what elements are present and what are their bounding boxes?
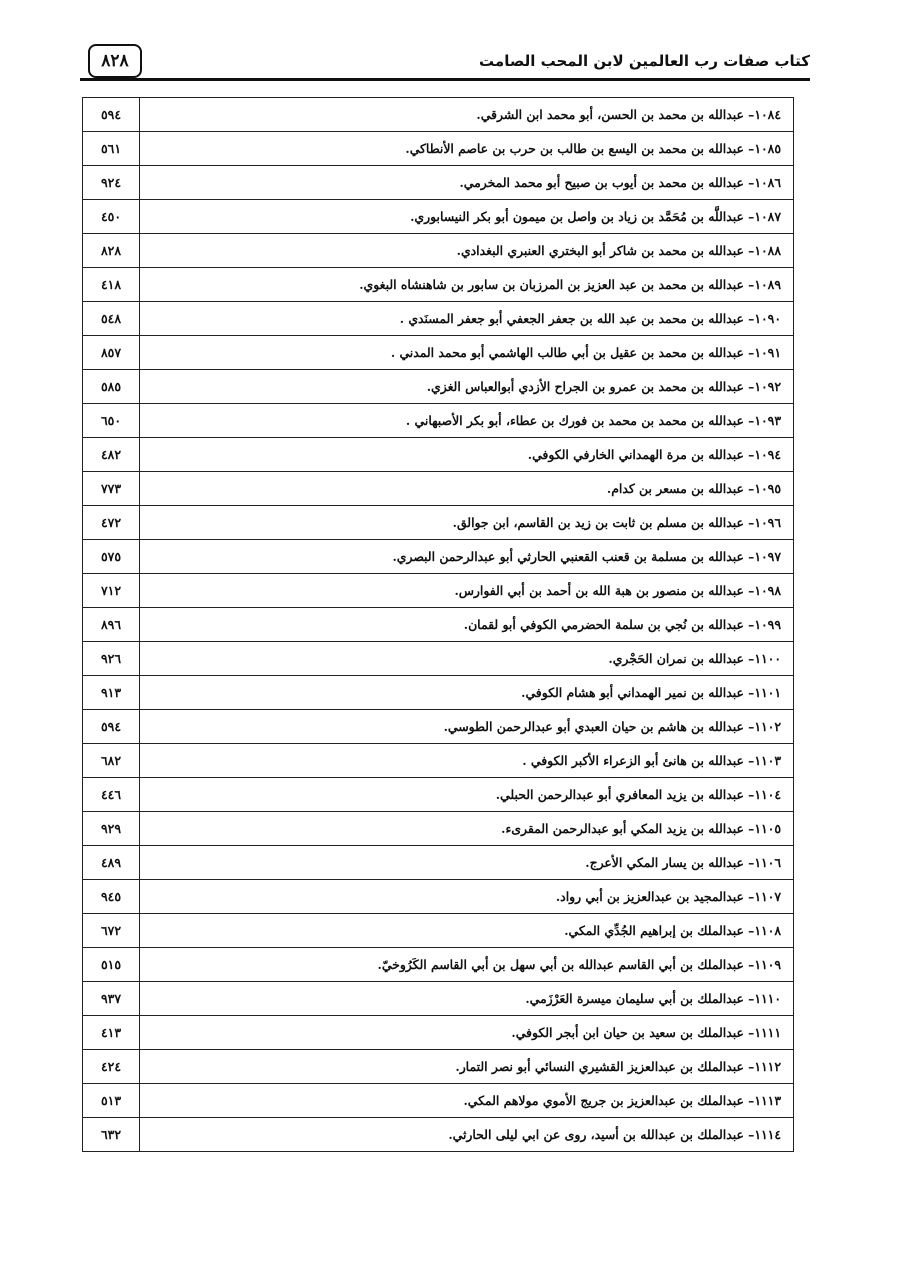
entry-page-number: ٥٩٤ bbox=[83, 98, 140, 132]
book-title: كتاب صفات رب العالمين لابن المحب الصامت bbox=[479, 52, 810, 70]
entry-name: ١١١٣– عبدالملك بن عبدالعزيز بن جريج الأموي مولاهم المكي. bbox=[140, 1084, 794, 1118]
entry-page-number: ٥١٣ bbox=[83, 1084, 140, 1118]
table-row bbox=[83, 846, 794, 880]
table-row bbox=[83, 336, 794, 370]
entry-name: ١٠٩٤– عبدالله بن مرة الهمداني الخارفي الكوفي. bbox=[140, 438, 794, 472]
table-row bbox=[83, 166, 794, 200]
entry-name: ١١٠٦– عبدالله بن يسار المكي الأعرج. bbox=[140, 846, 794, 880]
entry-page-number: ٤١٨ bbox=[83, 268, 140, 302]
entry-page-number: ٦٣٢ bbox=[83, 1118, 140, 1152]
table-row bbox=[83, 948, 794, 982]
entry-page-number: ٦٨٢ bbox=[83, 744, 140, 778]
table-row bbox=[83, 778, 794, 812]
entry-name: ١١١٠– عبدالملك بن أبي سليمان ميسرة العَرْزَمي. bbox=[140, 982, 794, 1016]
entry-page-number: ٤٧٢ bbox=[83, 506, 140, 540]
table-row bbox=[83, 812, 794, 846]
entry-page-number: ٨٥٧ bbox=[83, 336, 140, 370]
entry-name: ١٠٩٨– عبدالله بن منصور بن هبة الله بن أحمد بن أبي الفوارس. bbox=[140, 574, 794, 608]
page-header bbox=[80, 40, 810, 82]
entry-page-number: ٥٧٥ bbox=[83, 540, 140, 574]
entry-name: ١١٠٥– عبدالله بن يزيد المكي أبو عبدالرحمن المقرىء. bbox=[140, 812, 794, 846]
entry-page-number: ٧٧٣ bbox=[83, 472, 140, 506]
entry-name: ١٠٩١– عبدالله بن محمد بن عقيل بن أبي طالب الهاشمي أبو محمد المدني . bbox=[140, 336, 794, 370]
entry-page-number: ٧١٢ bbox=[83, 574, 140, 608]
entry-page-number: ٩٣٧ bbox=[83, 982, 140, 1016]
header-rule bbox=[80, 78, 810, 81]
entry-page-number: ٩٤٥ bbox=[83, 880, 140, 914]
entry-page-number: ٤١٣ bbox=[83, 1016, 140, 1050]
table-row bbox=[83, 1118, 794, 1152]
entry-name: ١٠٩٧– عبدالله بن مسلمة بن قعنب القعنبي الحارثي أبو عبدالرحمن البصري. bbox=[140, 540, 794, 574]
entry-page-number: ٥٦١ bbox=[83, 132, 140, 166]
table-row bbox=[83, 506, 794, 540]
entry-name: ١٠٩٢– عبدالله بن محمد بن عمرو بن الجراح الأزدي أبوالعباس الغزي. bbox=[140, 370, 794, 404]
table-row bbox=[83, 642, 794, 676]
table-row bbox=[83, 438, 794, 472]
table-row bbox=[83, 268, 794, 302]
entry-page-number: ٤٥٠ bbox=[83, 200, 140, 234]
entry-page-number: ٩٢٦ bbox=[83, 642, 140, 676]
entry-name: ١٠٩٩– عبدالله بن نُجي بن سلمة الحضرمي الكوفي أبو لقمان. bbox=[140, 608, 794, 642]
entry-page-number: ٥٩٤ bbox=[83, 710, 140, 744]
entry-page-number: ٥٤٨ bbox=[83, 302, 140, 336]
entry-name: ١٠٩٦– عبدالله بن مسلم بن ثابت بن زيد بن القاسم، ابن جوالق. bbox=[140, 506, 794, 540]
entry-name: ١١٠١– عبدالله بن نمير الهمداني أبو هشام الكوفي. bbox=[140, 676, 794, 710]
entry-page-number: ٦٧٢ bbox=[83, 914, 140, 948]
table-row bbox=[83, 744, 794, 778]
entry-page-number: ٨٢٨ bbox=[83, 234, 140, 268]
entry-page-number: ٤٤٦ bbox=[83, 778, 140, 812]
entry-name: ١١٠٤– عبدالله بن يزيد المعافري أبو عبدالرحمن الحبلي. bbox=[140, 778, 794, 812]
table-row bbox=[83, 472, 794, 506]
entry-name: ١٠٨٥– عبدالله بن محمد بن اليسع بن طالب بن حرب بن عاصم الأنطاكي. bbox=[140, 132, 794, 166]
entry-name: ١٠٩٥– عبدالله بن مسعر بن كدام. bbox=[140, 472, 794, 506]
entry-page-number: ٥٨٥ bbox=[83, 370, 140, 404]
entry-name: ١٠٨٧– عبداللَّه بن مُحَمَّد بن زياد بن واصل بن ميمون أبو بكر النيسابوري. bbox=[140, 200, 794, 234]
table-row bbox=[83, 1050, 794, 1084]
entry-name: ١١٠٣– عبدالله بن هانئ أبو الزعراء الأكبر الكوفي . bbox=[140, 744, 794, 778]
entry-page-number: ٥١٥ bbox=[83, 948, 140, 982]
entry-name: ١٠٩٠– عبدالله بن محمد بن عبد الله بن جعفر الجعفي أبو جعفر المسنَدي . bbox=[140, 302, 794, 336]
table-row bbox=[83, 710, 794, 744]
table-row bbox=[83, 404, 794, 438]
entry-name: ١١٠٨– عبدالملك بن إبراهيم الجُدِّي المكي. bbox=[140, 914, 794, 948]
entry-name: ١٠٨٦– عبدالله بن محمد بن أيوب بن صبيح أبو محمد المخرمي. bbox=[140, 166, 794, 200]
table-row bbox=[83, 98, 794, 132]
entry-name: ١١٠٢– عبدالله بن هاشم بن حيان العبدي أبو عبدالرحمن الطوسي. bbox=[140, 710, 794, 744]
table-row bbox=[83, 540, 794, 574]
table-row bbox=[83, 200, 794, 234]
entry-page-number: ٩١٣ bbox=[83, 676, 140, 710]
entry-name: ١١١٢– عبدالملك بن عبدالعزيز القشيري النسائي أبو نصر التمار. bbox=[140, 1050, 794, 1084]
entry-name: ١١١٤– عبدالملك بن عبدالله بن أسيد، روى عن ابي ليلى الحارثي. bbox=[140, 1118, 794, 1152]
index-table bbox=[82, 97, 794, 1152]
table-row bbox=[83, 608, 794, 642]
entry-page-number: ٤٢٤ bbox=[83, 1050, 140, 1084]
entry-page-number: ٤٨٩ bbox=[83, 846, 140, 880]
table-row bbox=[83, 982, 794, 1016]
table-row bbox=[83, 914, 794, 948]
table-row bbox=[83, 234, 794, 268]
entry-name: ١٠٨٤– عبدالله بن محمد بن الحسن، أبو محمد ابن الشرقي. bbox=[140, 98, 794, 132]
page-number: ٨٢٨ bbox=[88, 44, 142, 78]
entry-name: ١٠٩٣– عبدالله بن محمد بن محمد بن فورك بن عطاء، أبو بكر الأصبهاني . bbox=[140, 404, 794, 438]
entry-page-number: ٩٢٤ bbox=[83, 166, 140, 200]
entry-page-number: ٦٥٠ bbox=[83, 404, 140, 438]
entry-name: ١٠٨٩– عبدالله بن محمد بن عبد العزيز بن المرزبان بن سابور بن شاهنشاه البغوي. bbox=[140, 268, 794, 302]
entry-name: ١٠٨٨– عبدالله بن محمد بن شاكر أبو البختري العنبري البغدادي. bbox=[140, 234, 794, 268]
table-row bbox=[83, 1084, 794, 1118]
table-row bbox=[83, 132, 794, 166]
entry-page-number: ٤٨٢ bbox=[83, 438, 140, 472]
entry-name: ١١٠٧– عبدالمجيد بن عبدالعزيز بن أبي رواد. bbox=[140, 880, 794, 914]
table-row bbox=[83, 574, 794, 608]
table-row bbox=[83, 370, 794, 404]
entry-name: ١١٠٩– عبدالملك بن أبي القاسم عبدالله بن أبي سهل بن أبي القاسم الكَرُوخيّ. bbox=[140, 948, 794, 982]
entry-page-number: ٩٢٩ bbox=[83, 812, 140, 846]
table-row bbox=[83, 302, 794, 336]
entry-name: ١١١١– عبدالملك بن سعيد بن حيان ابن أبجر الكوفي. bbox=[140, 1016, 794, 1050]
index-rows bbox=[83, 98, 794, 1152]
entry-name: ١١٠٠– عبدالله بن نمران الحَجْري. bbox=[140, 642, 794, 676]
table-row bbox=[83, 676, 794, 710]
table-row bbox=[83, 880, 794, 914]
table-row bbox=[83, 1016, 794, 1050]
entry-page-number: ٨٩٦ bbox=[83, 608, 140, 642]
